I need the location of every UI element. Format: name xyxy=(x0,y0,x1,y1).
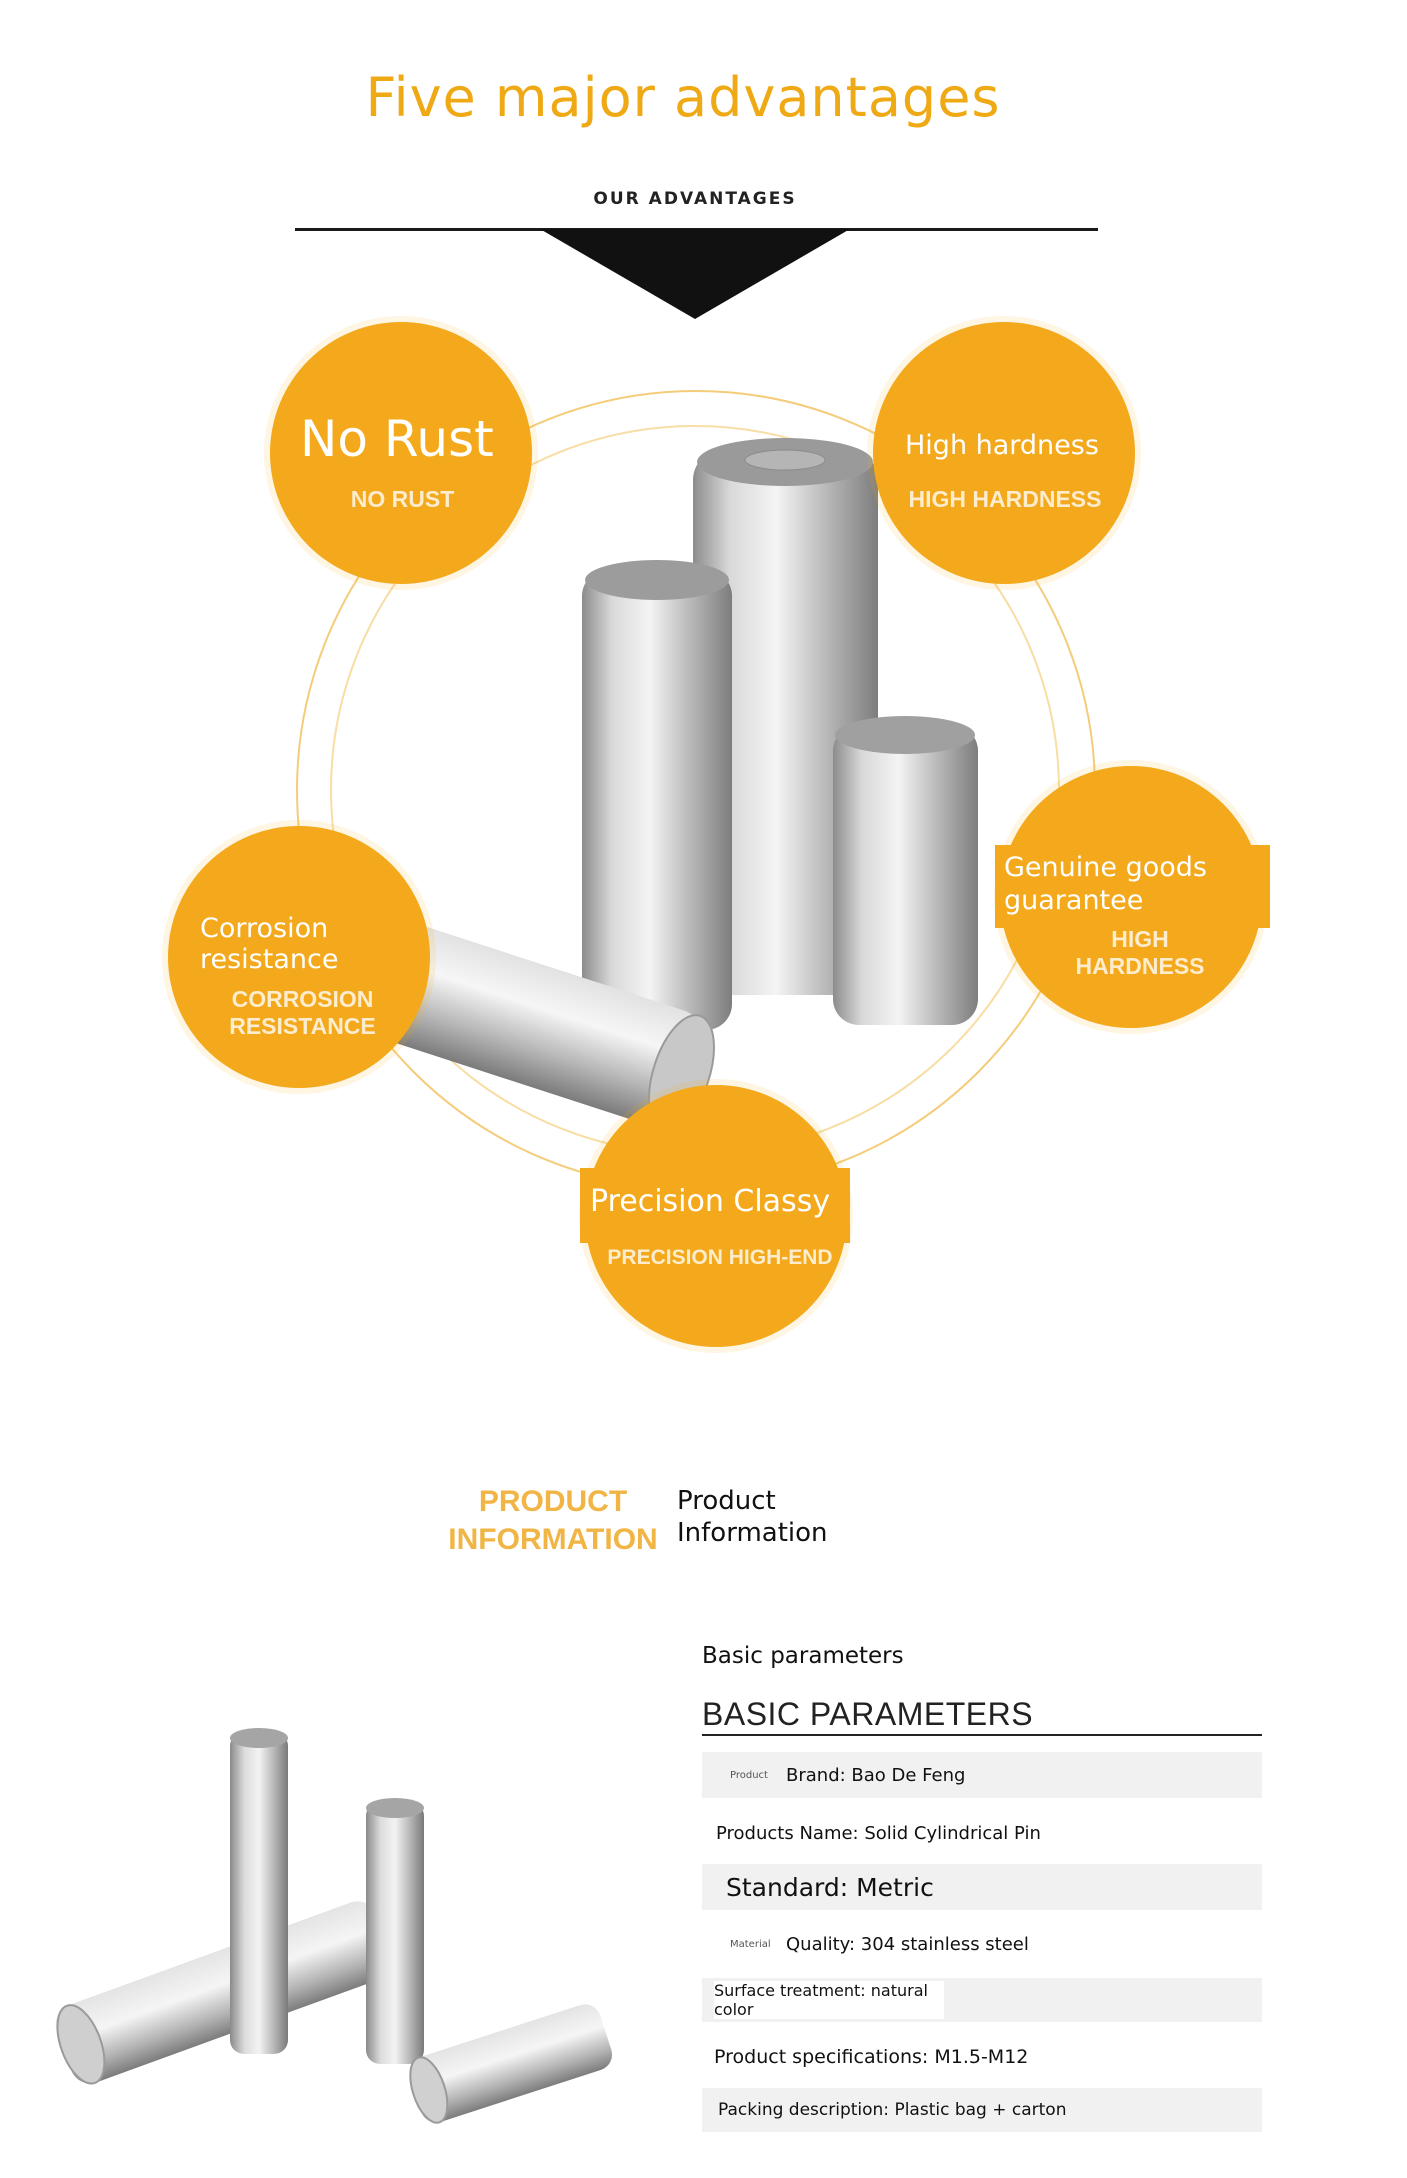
divider-notch xyxy=(540,229,850,321)
param-mini-label: Material xyxy=(730,1938,771,1950)
advantage-title: Corrosion resistance xyxy=(200,913,339,975)
advantage-subtitle: PRECISION HIGH-END xyxy=(607,1246,833,1269)
param-text: Packing description: Plastic bag + carton xyxy=(718,2100,1067,2120)
param-text: Standard: Metric xyxy=(726,1872,934,1902)
param-row-spec xyxy=(702,2034,1262,2080)
advantage-title: High hardness xyxy=(905,430,1099,461)
advantage-subtitle: HIGH HARDNESS xyxy=(1075,926,1205,979)
param-row-brand xyxy=(702,1752,1262,1798)
advantage-subtitle: NO RUST xyxy=(350,486,455,512)
advantage-subtitle: CORROSION RESISTANCE xyxy=(229,986,376,1039)
advantage-title: Genuine goods guarantee xyxy=(1004,852,1207,916)
param-text: Brand: Bao De Feng xyxy=(786,1764,966,1786)
basic-parameters-label: Basic parameters xyxy=(702,1643,904,1669)
param-row-material xyxy=(702,1920,1262,1968)
param-mini-label: Product xyxy=(730,1769,768,1781)
param-row-surface xyxy=(702,1978,1262,2022)
basic-parameters-divider xyxy=(702,1734,1262,1736)
param-row-name xyxy=(702,1810,1262,1856)
param-row-packing xyxy=(702,2088,1262,2132)
advantage-title: No Rust xyxy=(300,410,494,468)
param-text: Surface treatment: natural color xyxy=(714,1981,944,2019)
section-subtitle: OUR ADVANTAGES xyxy=(593,189,797,209)
advantage-title: Precision Classy xyxy=(590,1184,831,1219)
basic-parameters-heading: BASIC PARAMETERS xyxy=(702,1696,1034,1732)
page-title: Five major advantages xyxy=(365,66,1001,129)
advantage-subtitle: HIGH HARDNESS xyxy=(908,486,1102,512)
param-text: Product specifications: M1.5-M12 xyxy=(714,2046,1029,2068)
param-text: Quality: 304 stainless steel xyxy=(786,1933,1029,1955)
product-photo-pins xyxy=(30,1720,670,2150)
product-info-heading: Product Information xyxy=(677,1486,828,1548)
product-info-heading-en: PRODUCT INFORMATION xyxy=(448,1485,658,1556)
param-text: Products Name: Solid Cylindrical Pin xyxy=(716,1822,1041,1844)
param-row-standard xyxy=(702,1864,1262,1910)
